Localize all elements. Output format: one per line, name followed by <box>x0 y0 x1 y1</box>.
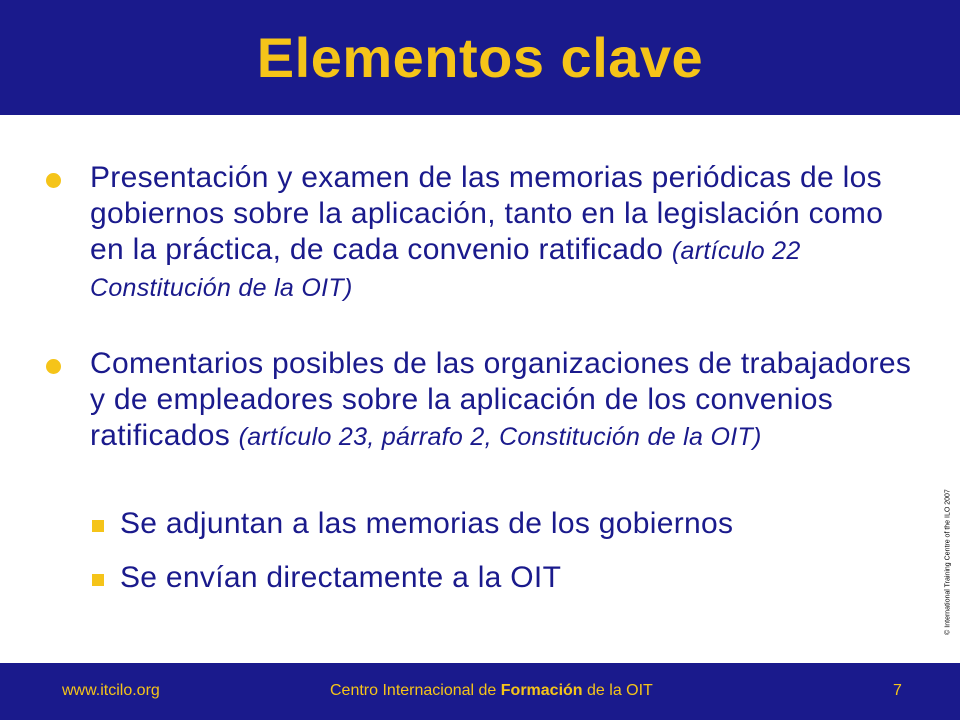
footer-organization <box>330 680 653 702</box>
bullet-reference: (artículo 22 Constitución de la OIT) <box>90 237 801 302</box>
square-bullet-icon <box>92 574 104 586</box>
footer-org-pre: Centro Internacional de <box>330 682 501 699</box>
round-bullet-icon <box>46 359 61 374</box>
bullet-item-2 <box>90 346 920 455</box>
footer-org-post: de la OIT <box>582 682 653 699</box>
subbullet-text: Se adjuntan a las memorias de los gobiernos <box>120 507 734 540</box>
subbullet-item-2 <box>120 560 900 596</box>
footer-url: www.itcilo.org <box>62 682 160 699</box>
square-bullet-icon <box>92 520 104 532</box>
footer-bar <box>0 663 960 720</box>
bullet-text: Comentarios posibles de las organizaciones de trabajadores y de empleadores sobre la aplicación de los convenios ratificados <box>90 347 912 452</box>
slide-title: Elementos clave <box>256 26 704 89</box>
bullet-reference: (artículo 23, párrafo 2, Constitución de la OIT) <box>238 423 762 451</box>
round-bullet-icon <box>46 173 61 188</box>
page-number: 7 <box>893 682 902 699</box>
copyright-text: © International Training Centre of the ILO 2007 <box>944 489 952 635</box>
subbullet-text: Se envían directamente a la OIT <box>120 561 562 594</box>
subbullet-item-1 <box>120 506 900 542</box>
bullet-item-1 <box>90 160 920 306</box>
bullet-text: Presentación y examen de las memorias periódicas de los gobiernos sobre la aplicación, tanto en la legislación como en la práctica, de cada convenio ratificado <box>90 161 884 266</box>
copyright-note <box>938 462 958 662</box>
title-bar <box>0 0 960 115</box>
footer-org-bold: Formación <box>500 682 583 699</box>
